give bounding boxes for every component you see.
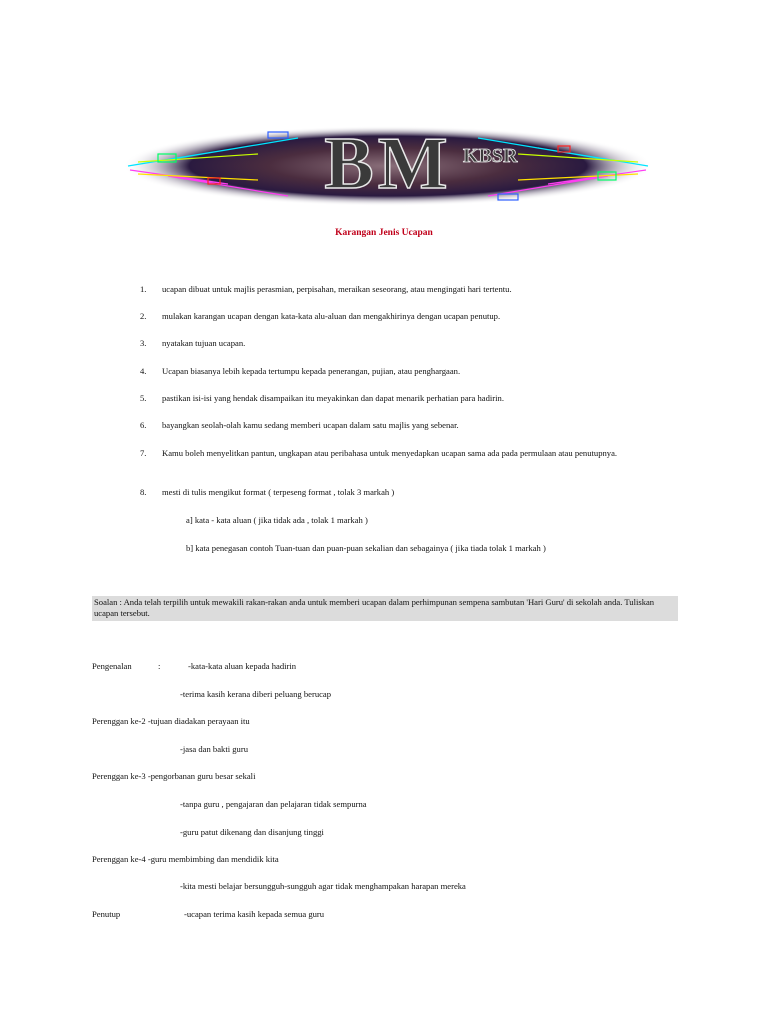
format-point-b: b] kata penegasan contoh Tuan-tuan dan puan-puan sekalian dan sebagainya ( jika tiada tolak 1 markah ): [186, 543, 546, 553]
perenggan-4-heading: Perenggan ke-4 -guru membimbing dan mendidik kita: [92, 854, 279, 864]
pengenalan-label: Pengenalan: [92, 661, 132, 671]
bm-kbsr-logo: [118, 118, 658, 214]
page-title: Karangan Jenis Ucapan: [335, 228, 433, 238]
perenggan-2-heading: Perenggan ke-2 -tujuan diadakan perayaan itu: [92, 716, 250, 726]
pengenalan-point-1: -kata-kata aluan kepada hadirin: [188, 661, 297, 671]
pengenalan-colon: :: [158, 661, 161, 671]
pengenalan-point-2: -terima kasih kerana diberi peluang berucap: [180, 689, 332, 699]
perenggan-4-point-1: -kita mesti belajar bersungguh-sungguh agar tidak menghampakan harapan mereka: [180, 881, 466, 891]
penutup-point-1: -ucapan terima kasih kepada semua guru: [184, 909, 325, 919]
perenggan-3-heading: Perenggan ke-3 -pengorbanan guru besar sekali: [92, 771, 256, 781]
logo-sub-text: KBSR: [463, 145, 518, 167]
question-box: Soalan : Anda telah terpilih untuk mewakili rakan-rakan anda untuk memberi ucapan dalam perhimpunan sempena sambutan 'Hari Guru' di sekolah anda. Tuliskan ucapan tersebut.: [92, 596, 678, 621]
perenggan-2-point-1: -jasa dan bakti guru: [180, 744, 249, 754]
format-point-a: a] kata - kata aluan ( jika tidak ada , tolak 1 markah ): [186, 515, 368, 525]
penutup-label: Penutup: [92, 909, 121, 919]
perenggan-3-point-1: -tanpa guru , pengajaran dan pelajaran tidak sempurna: [180, 799, 367, 809]
logo-main-text: BM: [324, 123, 452, 205]
perenggan-3-point-2: -guru patut dikenang dan disanjung tinggi: [180, 827, 324, 837]
